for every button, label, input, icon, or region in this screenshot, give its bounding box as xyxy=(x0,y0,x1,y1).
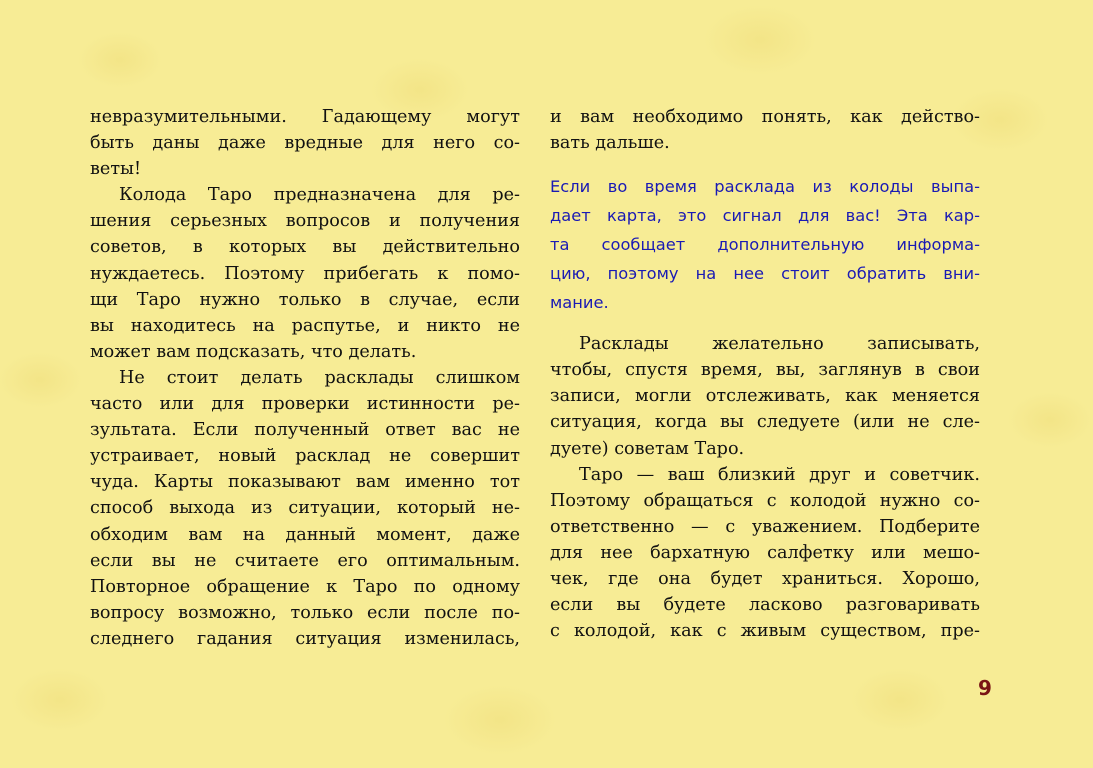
text-line: с колодой, как с живым существом, пре- xyxy=(550,621,980,642)
text-line: устраивает, новый расклад не совершит xyxy=(90,446,520,467)
text-line: дает карта, это сигнал для вас! Эта кар- xyxy=(550,206,980,226)
text-line: обходим вам на данный момент, даже xyxy=(90,524,520,545)
text-line: записи, могли отслеживать, как меняется xyxy=(550,386,980,407)
text-line: Не стоит делать расклады слишком xyxy=(119,367,520,388)
highlighted-note xyxy=(550,172,980,317)
text-line: может вам подсказать, что делать. xyxy=(90,341,417,362)
left-column xyxy=(90,104,520,652)
text-line: веты! xyxy=(90,159,142,180)
text-line: чтобы, спустя время, вы, заглянув в свои xyxy=(550,360,980,381)
text-line: ситуация, когда вы следуете (или не сле- xyxy=(550,412,980,433)
text-line: дуете) советам Таро. xyxy=(550,438,745,459)
text-line: Если во время расклада из колоды выпа- xyxy=(550,177,980,197)
text-line: вы находитесь на распутье, и никто не xyxy=(90,315,520,336)
text-line: мание. xyxy=(550,293,609,313)
text-line: чек, где она будет храниться. Хорошо, xyxy=(550,569,980,590)
text-line: способ выхода из ситуации, который не- xyxy=(90,498,520,519)
right-top-text xyxy=(550,104,980,156)
text-line: вопросу возможно, только если после по- xyxy=(90,602,520,623)
text-line: если вы не считаете его оптимальным. xyxy=(90,550,520,571)
text-line: щи Таро нужно только в случае, если xyxy=(90,289,520,310)
text-line: и вам необходимо понять, как действо- xyxy=(550,107,980,127)
text-line: часто или для проверки истинности ре- xyxy=(90,394,520,415)
text-line: Повторное обращение к Таро по одному xyxy=(90,576,520,597)
text-line: ответственно — с уважением. Подберите xyxy=(550,516,980,537)
right-bottom-text xyxy=(550,331,980,644)
text-line: нуждаетесь. Поэтому прибегать к помо- xyxy=(90,263,520,284)
text-line: быть даны даже вредные для него со- xyxy=(90,133,520,154)
text-line: Колода Таро предназначена для ре- xyxy=(119,185,520,206)
text-line: если вы будете ласково разговаривать xyxy=(550,595,980,616)
text-line: невразумительными. Гадающему могут xyxy=(90,107,520,127)
text-line: Таро — ваш близкий друг и советчик. xyxy=(579,464,980,485)
text-line: следнего гадания ситуация изменилась, xyxy=(90,628,520,649)
text-line: зультата. Если полученный ответ вас не xyxy=(90,420,520,441)
text-line: для нее бархатную салфетку или мешо- xyxy=(550,542,980,563)
right-column xyxy=(550,104,980,644)
text-line: вать дальше. xyxy=(550,133,670,154)
text-line: Расклады желательно записывать, xyxy=(579,334,980,355)
text-line: советов, в которых вы действительно xyxy=(90,237,520,258)
text-line: чуда. Карты показывают вам именно тот xyxy=(90,472,520,493)
text-line: шения серьезных вопросов и получения xyxy=(90,211,520,232)
page-number: 9 xyxy=(978,676,992,700)
text-line: цию, поэтому на нее стоит обратить вни- xyxy=(550,264,980,284)
text-line: та сообщает дополнительную информа- xyxy=(550,235,980,255)
text-line: Поэтому обращаться с колодой нужно со- xyxy=(550,490,980,511)
